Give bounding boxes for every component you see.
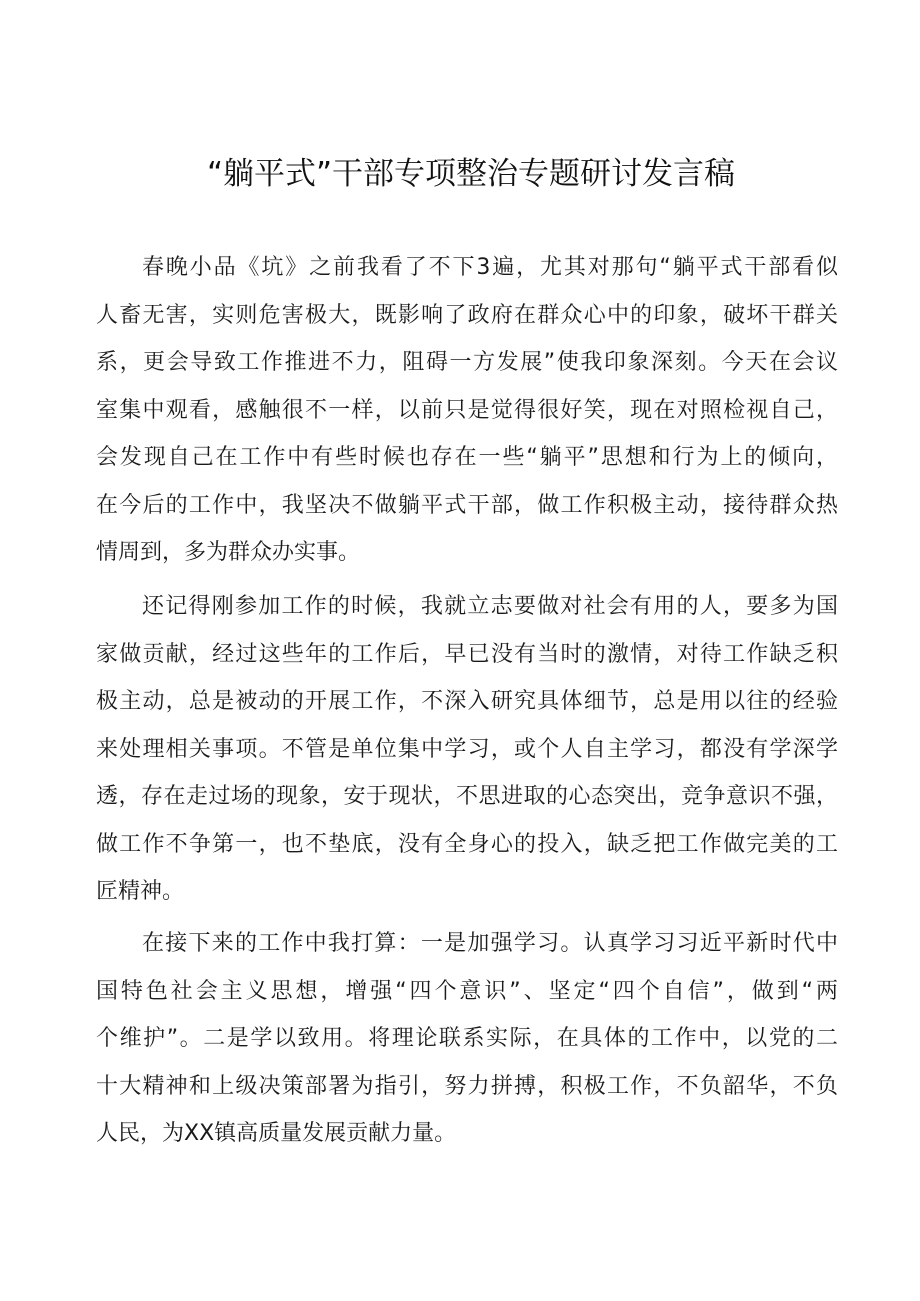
- paragraph-line: 做工作不争第一，也不垫底，没有全身心的投入，缺乏把工作做完美的工: [96, 831, 838, 857]
- paragraph-line: 透，存在走过场的现象，安于现状，不思进取的心态突出，竞争意识不强，: [96, 784, 838, 809]
- paragraph-line: 国特色社会主义思想，增强“四个意识”、坚定“四个自信”，做到“两: [96, 978, 838, 1004]
- paragraph-line: 人畜无害，实则危害极大，既影响了政府在群众心中的印象，破坏干群关: [96, 302, 838, 328]
- paragraph-line: 十大精神和上级决策部署为指引，努力拼搏，积极工作，不负韶华，不负: [96, 1073, 838, 1099]
- paragraph-line: 匠精神。: [96, 879, 185, 904]
- paragraph-line: 在接下来的工作中我打算：一是加强学习。认真学习习近平新时代中: [142, 931, 838, 956]
- paragraph-line: 系，更会导致工作推进不力，阻碍一方发展”使我印象深刻。今天在会议: [96, 350, 838, 375]
- paragraph-line: 室集中观看，感触很不一样，以前只是觉得很好笑，现在对照检视自己，: [96, 397, 838, 423]
- document-title: “躺平式”干部专项整治专题研讨发言稿: [206, 156, 736, 192]
- paragraph-line: 来处理相关事项。不管是单位集中学习，或个人自主学习，都没有学深学: [96, 736, 838, 762]
- paragraph-line: 在今后的工作中，我坚决不做躺平式干部，做工作积极主动，接待群众热: [96, 492, 838, 518]
- paragraph-3: [96, 920, 838, 1158]
- paragraph-line: 会发现自己在工作中有些时候也存在一些“躺平”思想和行为上的倾向，: [96, 445, 838, 470]
- paragraph-line: 家做贡献，经过这些年的工作后，早已没有当时的激情，对待工作缺乏积: [96, 641, 838, 667]
- paragraph-2: [96, 583, 838, 916]
- paragraph-line: 春晚小品《坑》之前我看了不下3遍，尤其对那句“躺平式干部看似: [142, 255, 838, 280]
- paragraph-line: 个维护”。二是学以致用。将理论联系实际，在具体的工作中，以党的二: [96, 1026, 838, 1051]
- paragraph-line: 极主动，总是被动的开展工作，不深入研究具体细节，总是用以往的经验: [96, 689, 838, 714]
- paragraph-line: 人民，为XX镇高质量发展贡献力量。: [96, 1121, 457, 1146]
- paragraph-1: [96, 244, 838, 577]
- paragraph-line: 还记得刚参加工作的时候，我就立志要做对社会有用的人，要多为国: [142, 594, 838, 619]
- paragraph-line: 情周到，多为群众办实事。: [96, 540, 361, 565]
